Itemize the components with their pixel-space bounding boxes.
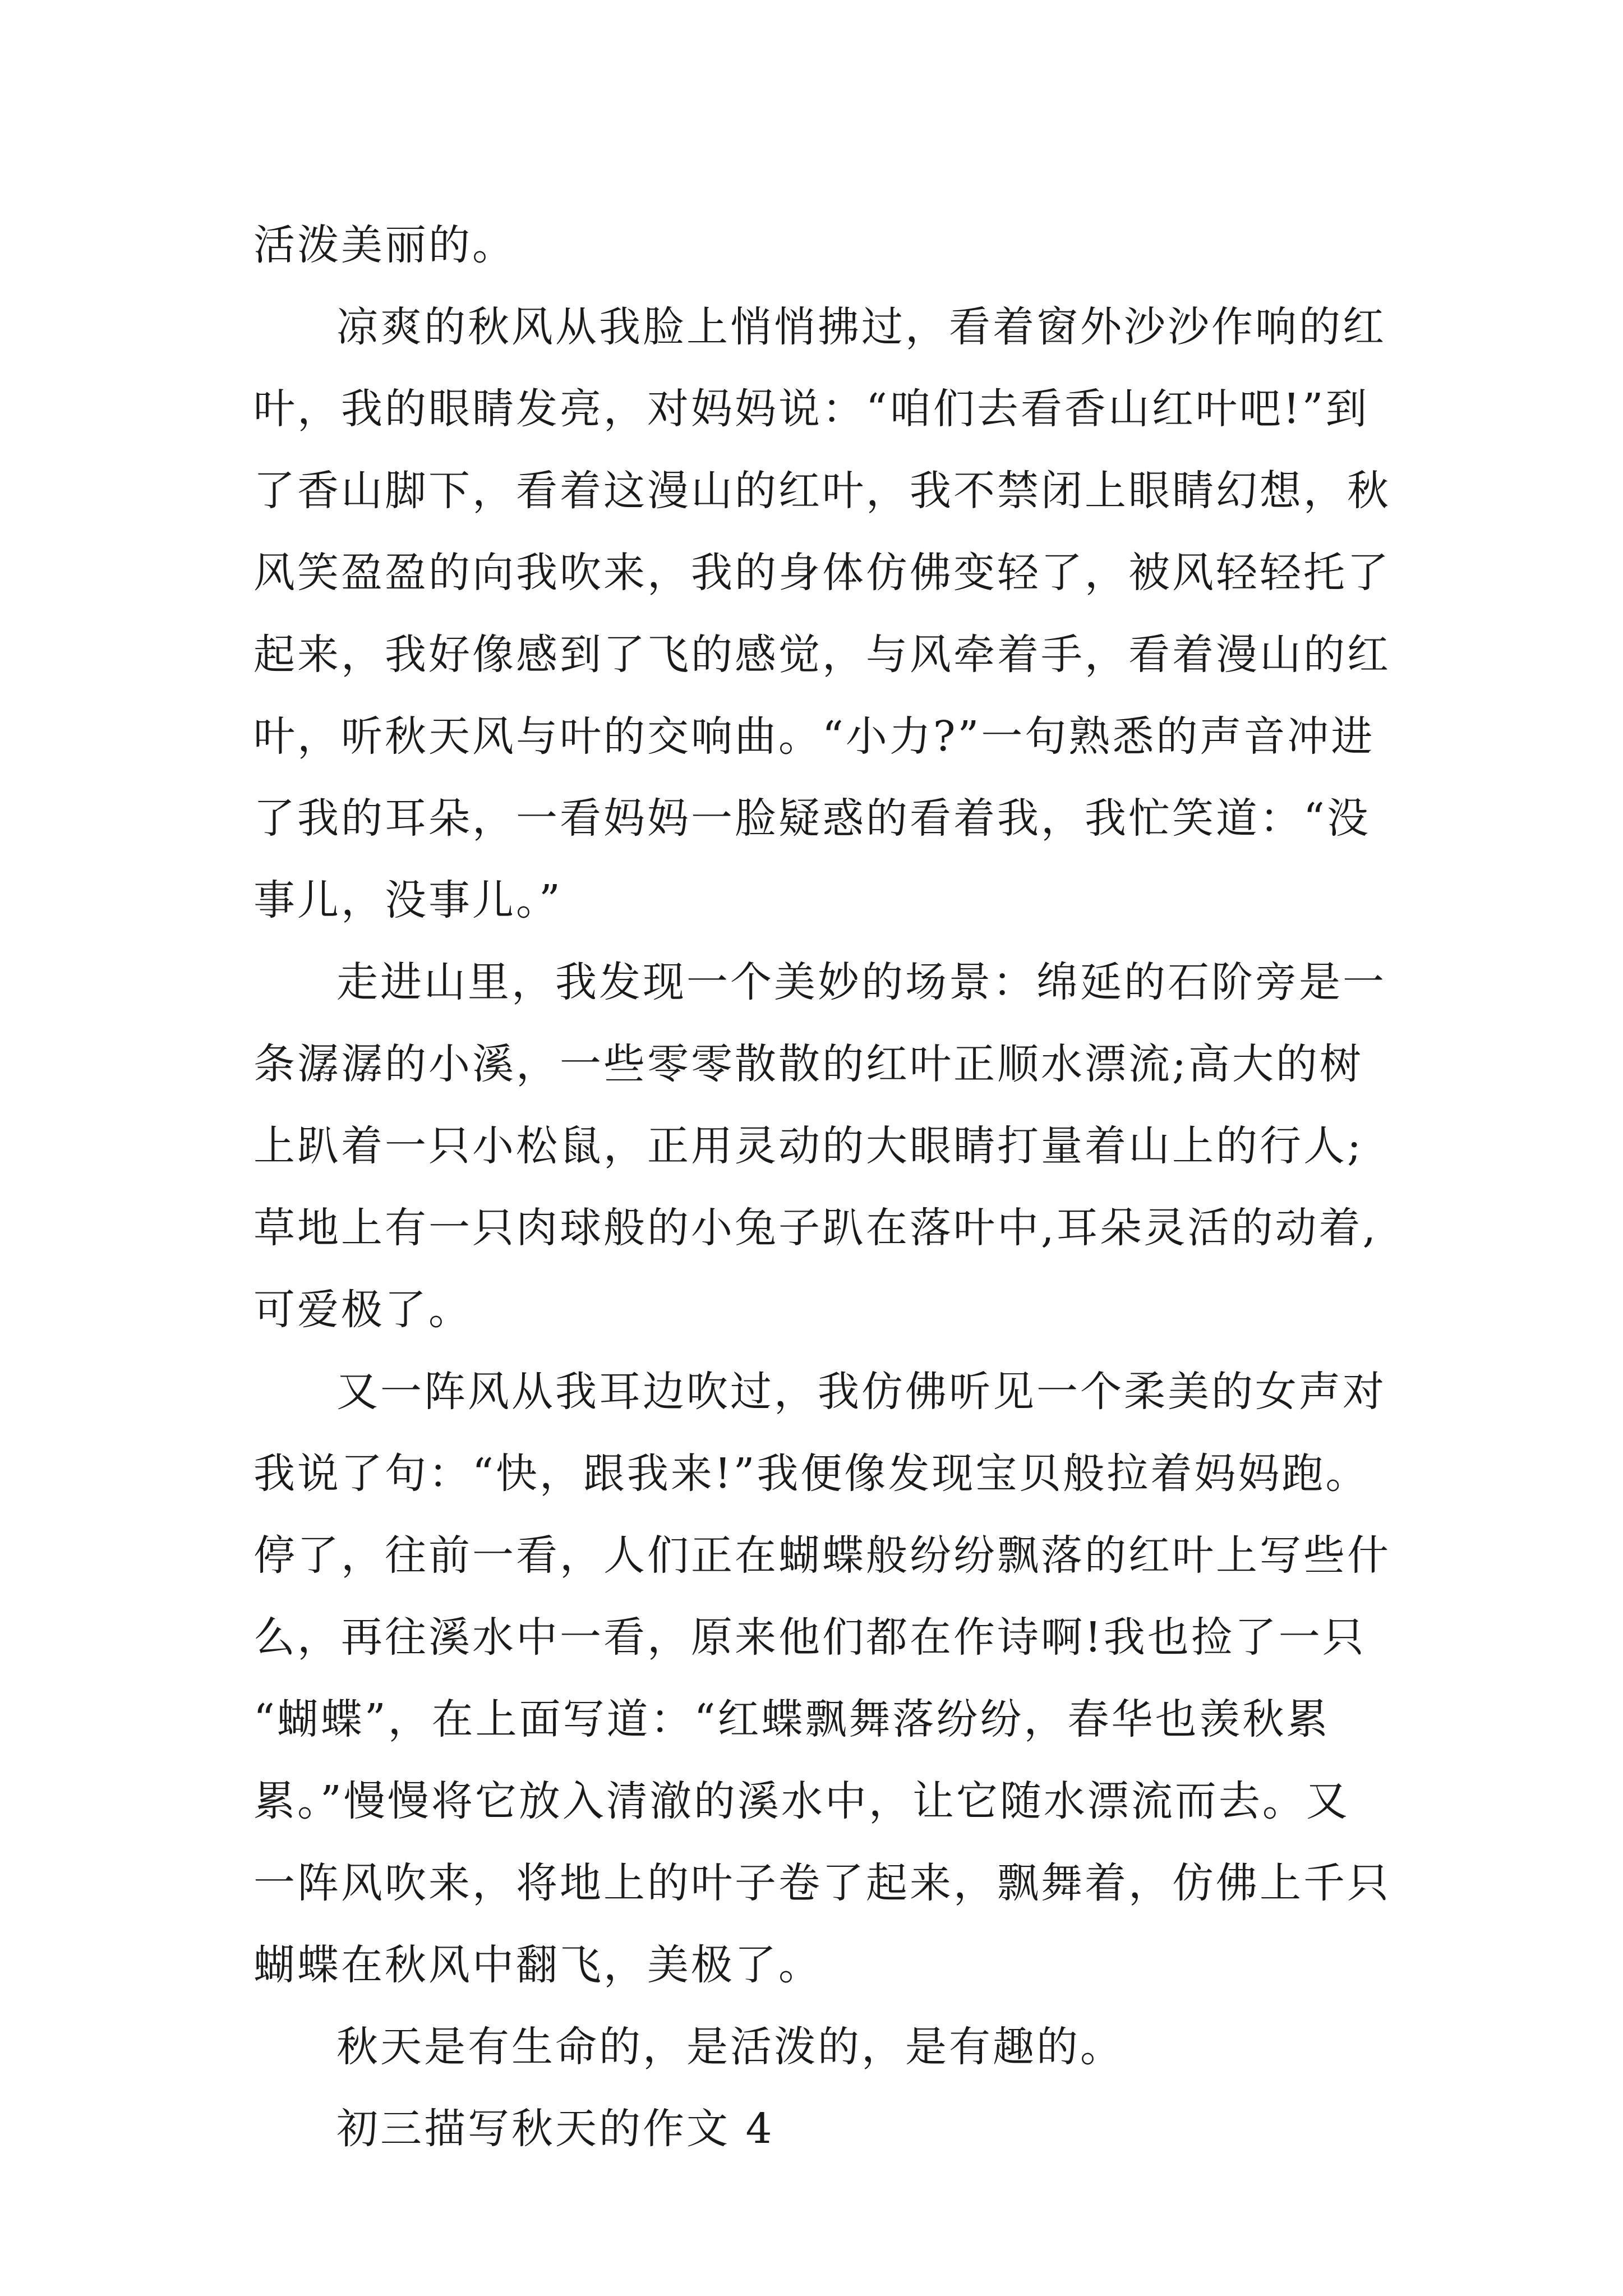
- paragraph-line: 秋天是有生命的，是活泼的，是有趣的。: [336, 2023, 1124, 2071]
- text-line: 了香山脚下，看着这漫山的红叶，我不禁闭上眼睛幻想，秋: [253, 467, 1391, 515]
- text-line: 草地上有一只肉球般的小兔子趴在落叶中,耳朵灵活的动着,: [253, 1204, 1378, 1252]
- text-line: 活泼美丽的。: [253, 221, 516, 269]
- paragraph-line: 又一阵风从我耳边吹过，我仿佛听见一个柔美的女声对: [336, 1368, 1386, 1416]
- text-line: 上趴着一只小松鼠，正用灵动的大眼睛打量着山上的行人;: [253, 1122, 1363, 1170]
- text-line: 了我的耳朵，一看妈妈一脸疑惑的看着我，我忙笑道：“没: [253, 794, 1371, 843]
- text-line: 可爱极了。: [253, 1286, 472, 1334]
- text-line: 起来，我好像感到了飞的感觉，与风牵着手，看着漫山的红: [253, 631, 1391, 679]
- paragraph-line: 凉爽的秋风从我脸上悄悄拂过，看着窗外沙沙作响的红: [336, 303, 1386, 351]
- section-heading: 初三描写秋天的作文 4: [336, 2105, 774, 2153]
- text-line: 叶，听秋天风与叶的交响曲。“小力?”一句熟悉的声音冲进: [253, 712, 1375, 761]
- text-line: “蝴蝶”，在上面写道：“红蝶飘舞落纷纷，春华也羡秋累: [253, 1695, 1330, 1743]
- text-line: 叶，我的眼睛发亮，对妈妈说：“咱们去看香山红叶吧!”到: [253, 385, 1370, 433]
- text-line: 一阵风吹来，将地上的叶子卷了起来，飘舞着，仿佛上千只: [253, 1859, 1391, 1907]
- text-line: 么，再往溪水中一看，原来他们都在作诗啊!我也捡了一只: [253, 1613, 1366, 1662]
- text-line: 事儿，没事儿。”: [253, 876, 562, 924]
- text-line: 我说了句：“快，跟我来!”我便像发现宝贝般拉着妈妈跑。: [253, 1450, 1370, 1498]
- text-line: 累。”慢慢将它放入清澈的溪水中，让它随水漂流而去。又: [253, 1777, 1350, 1825]
- text-line: 条潺潺的小溪，一些零零散散的红叶正顺水漂流;高大的树: [253, 1040, 1363, 1088]
- text-line: 停了，往前一看，人们正在蝴蝶般纷纷飘落的红叶上写些什: [253, 1531, 1391, 1580]
- text-line: 蝴蝶在秋风中翻飞，美极了。: [253, 1941, 822, 1989]
- paragraph-line: 走进山里，我发现一个美妙的场景：绵延的石阶旁是一: [336, 958, 1386, 1006]
- text-line: 风笑盈盈的向我吹来，我的身体仿佛变轻了，被风轻轻托了: [253, 549, 1391, 597]
